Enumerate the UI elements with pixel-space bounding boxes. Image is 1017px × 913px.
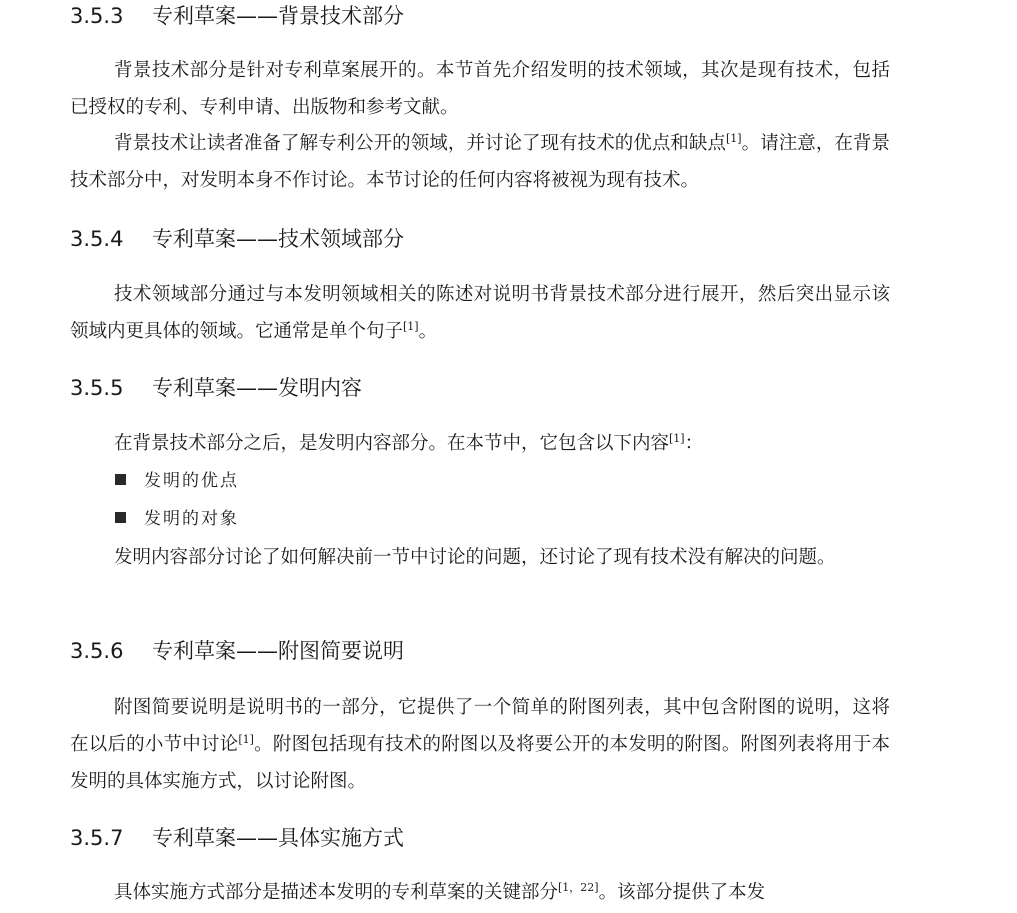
section-title: 专利草案——背景技术部分 xyxy=(152,4,404,28)
section-title: 专利草案——附图简要说明 xyxy=(152,639,404,663)
section-heading-3-5-4 xyxy=(70,225,404,253)
paragraph xyxy=(70,874,890,911)
paragraph xyxy=(70,425,890,462)
section-heading-3-5-7 xyxy=(70,824,404,852)
section-title: 专利草案——发明内容 xyxy=(152,376,362,400)
paragraph xyxy=(70,689,890,800)
citation: [1，22] xyxy=(558,881,599,894)
section-number: 3.5.5 xyxy=(70,376,124,400)
paragraph xyxy=(70,276,890,350)
section-heading-3-5-5 xyxy=(70,374,362,402)
citation: [1] xyxy=(403,320,419,333)
paragraph-text: ： xyxy=(684,433,704,454)
paragraph-text: 。请注意，在背景技术部分中，对发明本身不作讨论。本节讨论的任何内容将被视为现有技术。 xyxy=(70,133,890,191)
paragraph: 背景技术部分是针对专利草案展开的。本节首先介绍发明的技术领域，其次是现有技术，包括已授权的专利、专利申请、出版物和参考文献。 xyxy=(70,60,890,118)
paragraph-text: 。附图包括现有技术的附图以及将要公开的本发明的附图。附图列表将用于本发明的具体实施方式，以讨论附图。 xyxy=(70,734,890,792)
section-number: 3.5.4 xyxy=(70,227,124,251)
paragraph: 发明内容部分讨论了如何解决前一节中讨论的问题，还讨论了现有技术没有解决的问题。 xyxy=(114,547,836,568)
section-title: 专利草案——具体实施方式 xyxy=(152,826,404,850)
bullet-square-icon xyxy=(115,512,126,523)
paragraph-text: 附图简要说明是说明书的一部分，它提供了一个简单的附图列表，其中包含附图的说明，这将在以后的小节中讨论 xyxy=(70,697,890,755)
citation: [1] xyxy=(726,132,742,145)
section-number: 3.5.7 xyxy=(70,826,124,850)
paragraph-text: 。 xyxy=(418,321,438,342)
paragraph-text: 具体实施方式部分是描述本发明的专利草案的关键部分 xyxy=(114,882,559,903)
list-item xyxy=(115,469,239,493)
section-number: 3.5.3 xyxy=(70,4,124,28)
section-heading-3-5-6 xyxy=(70,637,404,665)
section-number: 3.5.6 xyxy=(70,639,124,663)
paragraph xyxy=(70,125,890,199)
list-item-text: 发明的对象 xyxy=(144,509,239,529)
paragraph-text: 在背景技术部分之后，是发明内容部分。在本节中，它包含以下内容 xyxy=(114,433,670,454)
section-heading-3-5-3 xyxy=(70,2,404,30)
section-title: 专利草案——技术领域部分 xyxy=(152,227,404,251)
citation: [1] xyxy=(669,432,685,445)
list-item-text: 发明的优点 xyxy=(144,471,239,491)
paragraph-text: 背景技术让读者准备了解专利公开的领域，并讨论了现有技术的优点和缺点 xyxy=(114,133,727,154)
list-item xyxy=(115,507,239,531)
citation: [1] xyxy=(238,733,254,746)
paragraph-text: 。该部分提供了本发 xyxy=(598,882,766,903)
bullet-square-icon xyxy=(115,474,126,485)
paragraph-text: 技术领域部分通过与本发明领域相关的陈述对说明书背景技术部分进行展开，然后突出显示该领域内更具体的领域。它通常是单个句子 xyxy=(70,284,890,342)
